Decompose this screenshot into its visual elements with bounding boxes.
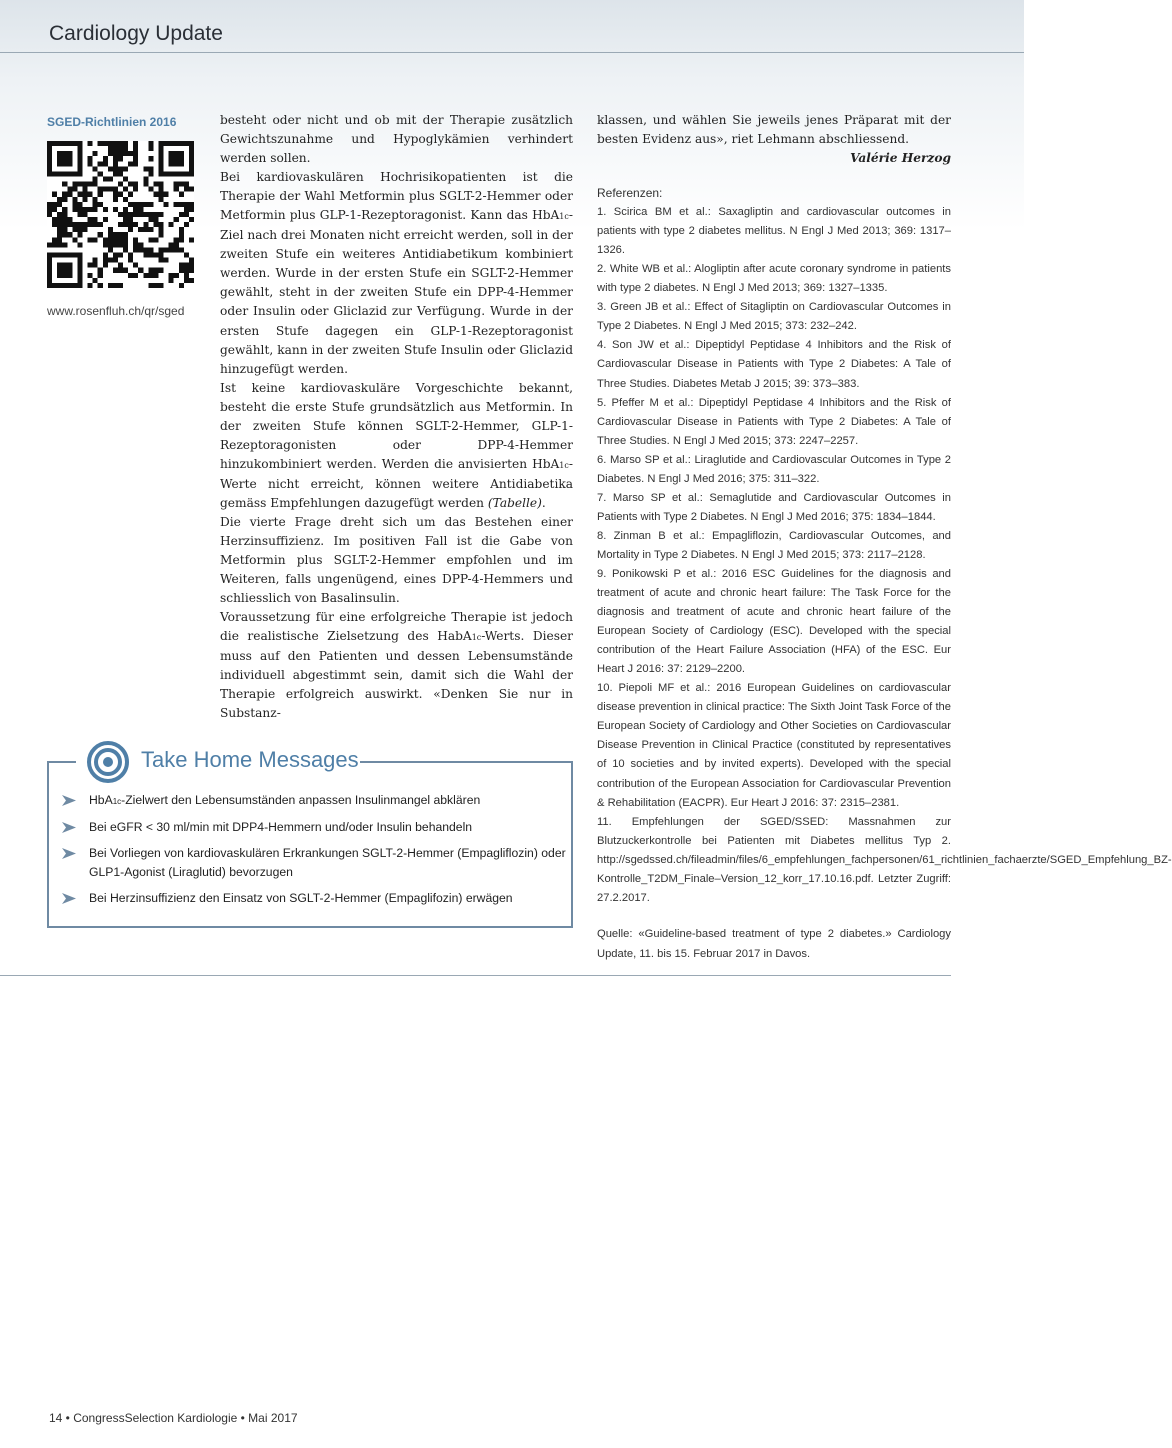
reference-item: 4. Son JW et al.: Dipeptidyl Peptidase 4 Inhibitors and the Risk of Cardiovascular Disease in Patients with Type 2 Diabetes: A Tale of Three Studies. Diabetes Metab J 2015; 39: 373–383.: [597, 339, 951, 390]
body-paragraph: besteht oder nicht und ob mit der Therapie zusätzlich Gewichtszunahme und Hypoglykämien verhindert werden sollen.: [220, 113, 573, 166]
source-note: Quelle: «Guideline-based treatment of type 2 diabetes.» Cardiology Update, 11. bis 15. Februar 2017 in Davos.: [597, 927, 951, 960]
take-home-item: Bei eGFR < 30 ml/min mit DPP4-Hemmern und/oder Insulin behandeln: [61, 818, 566, 837]
header-divider: [0, 52, 1024, 53]
reference-item: 10. Piepoli MF et al.: 2016 European Guidelines on cardiovascular disease prevention in clinical practice: The Sixth Joint Task Force of the European Society of Cardiology and Other Societies on Cardiovascular Disease Prevention in Clinical Practice (constituted by representatives of 10 societies and by invited experts). Developed with the special contribution of the European Association for Cardiovascular Prevention & Rehabilitation (EACPR). Eur Heart J 2016: 37: 2315–2381.: [597, 682, 951, 809]
references-list: [597, 203, 1172, 908]
reference-item: 9. Ponikowski P et al.: 2016 ESC Guidelines for the diagnosis and treatment of acute and chronic heart failure: The Task Force for the diagnosis and treatment of acute and chronic heart failure of the European Society of Cardiology (ESC). Developed with the special contribution of the Heart Failure Association (HFA) of the ESC. Eur Heart J 2016: 37: 2129–2200.: [597, 567, 951, 676]
reference-item: 8. Zinman B et al.: Empagliflozin, Cardiovascular Outcomes, and Mortality in Type 2 Diabetes. N Engl J Med 2015; 373: 2117–2128.: [597, 529, 951, 561]
arrow-bullet-icon: [61, 844, 77, 863]
take-home-title: Take Home Messages: [141, 747, 359, 772]
take-home-border-right: [360, 761, 573, 763]
reference-item: 1. Scirica BM et al.: Saxagliptin and cardiovascular outcomes in patients with type 2 diabetes mellitus. N Engl J Med 2013; 369: 1317–1326.: [597, 206, 951, 257]
take-home-item: Bei Vorliegen von kardiovaskulären Erkrankungen SGLT-2-Hemmer (Empagliflozin) oder GLP1-Agonist (Liraglutid) bevorzugen: [61, 844, 566, 882]
body-paragraph: Die vierte Frage dreht sich um das Bestehen einer Herzinsuffizienz. Im positiven Fall ist die Gabe von Metformin plus SGLT-2-Hemmer empfohlen und im Weiteren, falls ungenügend, eines DPP-4-Hemmers und schliesslich von Basalinsulin.: [220, 514, 573, 606]
references-heading: Referenzen:: [597, 186, 663, 201]
arrow-bullet-icon: [61, 889, 77, 908]
take-home-item: HbA1c-Zielwert den Lebensumständen anpassen Insulinmangel abklären: [61, 791, 566, 811]
author-name: Valérie Herzog: [850, 151, 951, 166]
page-footer: 14 • CongressSelection Kardiologie • Mai 2017: [49, 1411, 298, 1425]
body-paragraph: Voraussetzung für eine erfolgreiche Therapie ist jedoch die realistische Zielsetzung des HabA1c-Werts. Dieser muss auf den Patienten und dessen Lebensumstände individuell abgestimmt sein, damit sich die Wahl der Therapie erfolgreich auswirkt. «Denken Sie nur in Substanz-: [220, 610, 573, 721]
references-column: [597, 111, 1172, 964]
reference-item: 3. Green JB et al.: Effect of Sitagliptin on Cardiovascular Outcomes in Type 2 Diabetes. N Engl J Med 2015; 373: 232–242.: [597, 301, 951, 333]
sidebar-title: SGED-Richtlinien 2016: [47, 115, 177, 129]
body-paragraph: klassen, und wählen Sie jeweils jenes Präparat mit der besten Evidenz aus», riet Lehmann abschliessend.: [597, 113, 951, 147]
qr-code-image[interactable]: [47, 141, 194, 288]
target-icon: [87, 741, 129, 783]
reference-item: 6. Marso SP et al.: Liraglutide and Cardiovascular Outcomes in Type 2 Diabetes. N Engl J Med 2016; 375: 311–322.: [597, 453, 951, 485]
arrow-bullet-icon: [61, 791, 77, 810]
take-home-item: Bei Herzinsuffizienz den Einsatz von SGLT-2-Hemmer (Empaglifozin) erwägen: [61, 889, 566, 908]
article-body-column: [220, 111, 573, 724]
reference-item: 7. Marso SP et al.: Semaglutide and Cardiovascular Outcomes in Patients with Type 2 Diabetes. N Engl J Med 2016; 375: 1834–1844.: [597, 491, 951, 523]
reference-item: 2. White WB et al.: Alogliptin after acute coronary syndrome in patients with type 2 diabetes. N Engl J Med 2013; 369: 1327–1335.: [597, 263, 951, 295]
body-paragraph: Ist keine kardiovaskuläre Vorgeschichte bekannt, besteht die erste Stufe grundsätzlich aus Metformin. In der zweiten Stufe können SGLT-2-Hemmer, GLP-1-Rezeptoragonisten oder DPP-4-Hemmer hinzukombiniert werden. Werden die anvisierten HbA1c-Werte nicht erreicht, können weitere Antidiabetika gemäss Empfehlungen dazugefügt werden (Tabelle).: [220, 380, 573, 510]
take-home-list: [61, 791, 566, 915]
arrow-bullet-icon: [61, 818, 77, 837]
reference-item: 11. Empfehlungen der SGED/SSED: Massnahmen zur Blutzuckerkontrolle bei Patienten mit Diabetes mellitus Typ 2. http://sgedssed.ch/fileadmin/files/6_empfehlungen_fachpersonen/61_richtlinien_fachaerzte/SGED_Empfehlung_BZ-Kontrolle_T2DM_Finale–Version_12_korr_17.10.16.pdf. Letzter Zugriff: 27.2.2017.: [597, 815, 1172, 904]
bottom-divider: [0, 975, 951, 976]
sidebar-url-link[interactable]: www.rosenfluh.ch/qr/sged: [47, 304, 185, 318]
take-home-border-left: [47, 761, 76, 763]
reference-item: 5. Pfeffer M et al.: Dipeptidyl Peptidase 4 Inhibitors and the Risk of Cardiovascular Disease in Patients with Type 2 Diabetes: A Tale of Three Studies. N Engl J Med 2015; 373: 2247–2257.: [597, 396, 951, 447]
body-paragraph: Bei kardiovaskulären Hochrisikopatienten ist die Therapie der Wahl Metformin plus SGLT-2-Hemmer oder Metformin plus GLP-1-Rezeptoragonist. Kann das HbA1c-Ziel nach drei Monaten nicht erreicht werden, soll in der zweiten Stufe ein weiteres Antidiabetikum kombiniert werden. Wurde in der ersten Stufe ein SGLT-2-Hemmer gewählt, steht in der zweiten Stufe ein DPP-4-Hemmer oder Insulin oder Gliclazid zur Verfügung. Wurde in der ersten Stufe dagegen ein GLP-1-Rezeptoragonist gewählt, kann in der zweiten Stufe Insulin oder Gliclazid hinzugefügt werden.: [220, 170, 573, 376]
page-header-title: Cardiology Update: [49, 22, 223, 45]
